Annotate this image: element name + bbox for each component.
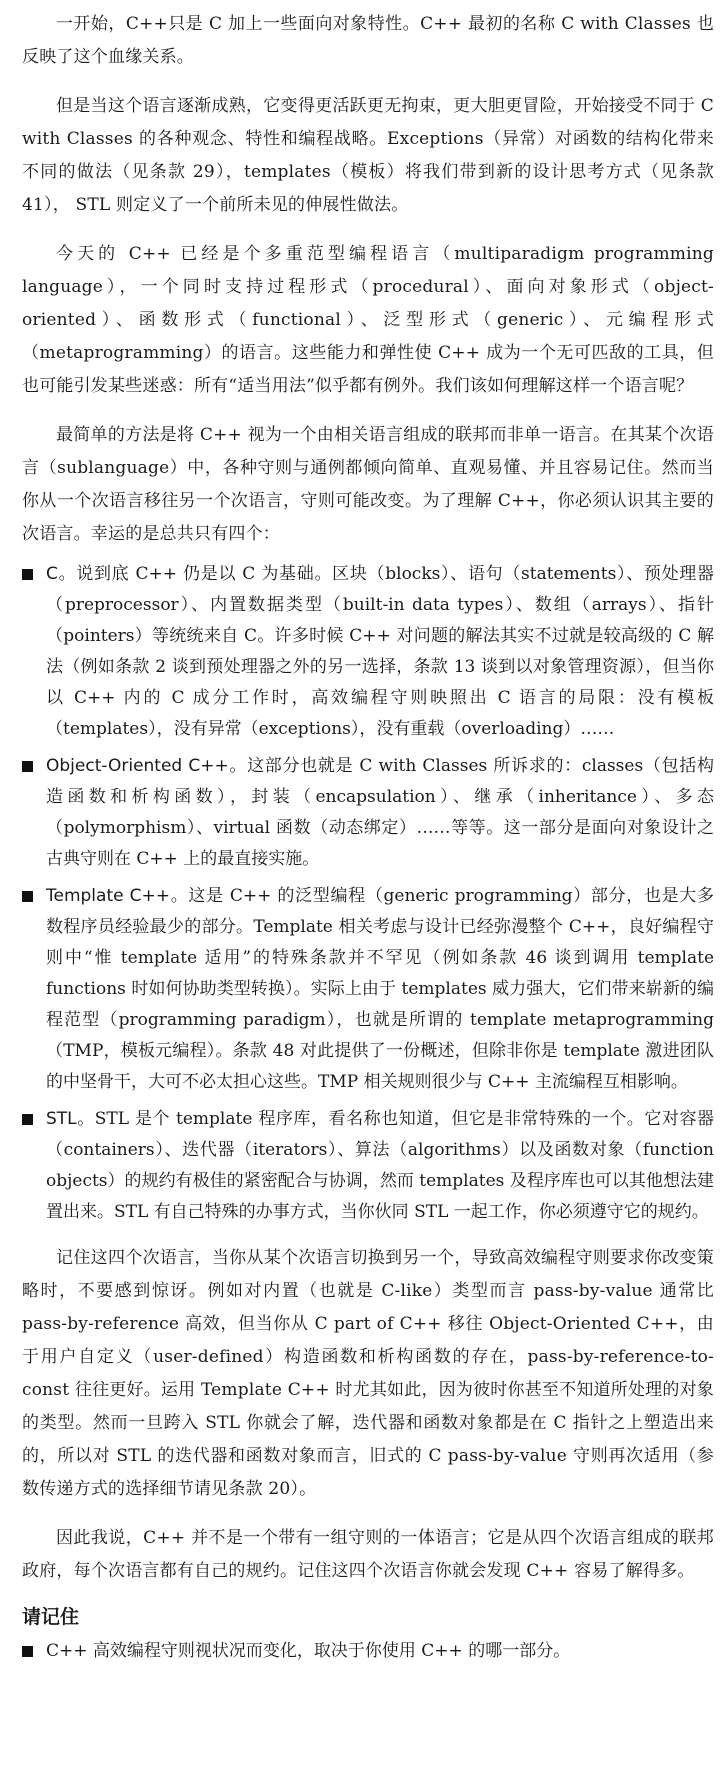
paragraph-maturity: 但是当这个语言逐渐成熟，它变得更活跃更无拘束，更大胆更冒险，开始接受不同于 C with Classes 的各种观念、特性和编程战略。Exceptions（异常）对函数的结构化带来不同的做法（见条款 29），templates（模板）将我们带到新的设计思考方式（见条款 41）， STL 则定义了一个前所未见的伸展性做法。: [22, 96, 714, 215]
list-item-term: Template C++: [46, 886, 171, 906]
list-item-text: 。这是 C++ 的泛型编程（generic programming）部分，也是大多数程序员经验最少的部分。Template 相关考虑与设计已经弥漫整个 C++，良好编程守则中“惟 template 适用”的特殊条款并不罕见（例如条款 46 谈到调用 template functions 时如何协助类型转换）。实际上由于 templates 威力强大，它们带来崭新的编程范型（programming paradigm），也就是所谓的 template metaprogramming（TMP，模板元编程）。条款 48 对此提供了一份概述，但除非你是 template 激进团队的中坚骨干，大可不必太担心这些。TMP 相关规则很少与 C++ 主流编程互相影响。: [46, 886, 714, 1092]
list-item-term: Object-Oriented C++: [46, 756, 229, 776]
square-bullet-icon: [22, 891, 33, 902]
list-item-text: 。STL 是个 template 程序库，看名称也知道，但它是非常特殊的一个。它对容器（containers）、迭代器（iterators）、算法（algorithms）以及函数对象（function objects）的规约有极佳的紧密配合与协调，然而 templates 及程序库也可以其他想法建置出来。STL 有自己特殊的办事方式，当你伙同 STL 一起工作，你必须遵守它的规约。: [46, 1109, 714, 1222]
square-bullet-icon: [22, 1114, 33, 1125]
paragraph-federation: 最简单的方法是将 C++ 视为一个由相关语言组成的联邦而非单一语言。在其某个次语言（sublanguage）中，各种守则与通例都倾向简单、直观易懂、并且容易记住。然而当你从一个次语言移往另一个次语言，守则可能改变。为了理解 C++，你必须认识其主要的次语言。幸运的是总共只有四个：: [22, 425, 714, 544]
list-item-template: [22, 881, 714, 1098]
list-item-text: 。这部分也就是 C with Classes 所诉求的：classes（包括构造函数和析构函数），封装（encapsulation）、继承（inheritance）、多态（polymorphism）、virtual 函数（动态绑定）……等等。这一部分是面向对象设计之古典守则在 C++ 上的最直接实施。: [46, 756, 714, 869]
square-bullet-icon: [22, 569, 33, 580]
remember-item: [22, 1636, 714, 1667]
paragraph-conclusion: 因此我说，C++ 并不是一个带有一组守则的一体语言；它是从四个次语言组成的联邦政府，每个次语言都有自己的规约。记住这四个次语言你就会发现 C++ 容易了解得多。: [22, 1528, 714, 1581]
remember-item-text: C++ 高效编程守则视状况而变化，取决于你使用 C++ 的哪一部分。: [46, 1641, 571, 1661]
square-bullet-icon: [22, 761, 33, 772]
list-item-term: STL: [46, 1109, 77, 1129]
list-item-stl: [22, 1104, 714, 1228]
square-bullet-icon: [22, 1646, 33, 1657]
paragraph-switching: 记住这四个次语言，当你从某个次语言切换到另一个，导致高效编程守则要求你改变策略时，不要感到惊讶。例如对内置（也就是 C-like）类型而言 pass-by-value 通常比 pass-by-reference 高效，但当你从 C part of C++ 移往 Object-Oriented C++，由于用户自定义（user-defined）构造函数和析构函数的存在，pass-by-reference-to-const 往往更好。运用 Template C++ 时尤其如此，因为彼时你甚至不知道所处理的对象的类型。然而一旦跨入 STL 你就会了解，迭代器和函数对象都是在 C 指针之上塑造出来的，所以对 STL 的迭代器和函数对象而言，旧式的 C pass-by-value 守则再次适用（参数传递方式的选择细节请见条款 20）。: [22, 1248, 714, 1499]
remember-heading: 请记住: [22, 1606, 80, 1628]
list-item-object-oriented: [22, 751, 714, 875]
list-item-term: C: [46, 564, 58, 584]
paragraph-origin: 一开始，C++只是 C 加上一些面向对象特性。C++ 最初的名称 C with Classes 也反映了这个血缘关系。: [22, 14, 714, 67]
list-item-c: [22, 559, 714, 745]
list-item-text: 。说到底 C++ 仍是以 C 为基础。区块（blocks）、语句（statements）、预处理器（preprocessor）、内置数据类型（built-in data types）、数组（arrays）、指针（pointers）等统统来自 C。许多时候 C++ 对问题的解法其实不过就是较高级的 C 解法（例如条款 2 谈到预处理器之外的另一选择，条款 13 谈到以对象管理资源），但当你以 C++ 内的 C 成分工作时，高效编程守则映照出 C 语言的局限：没有模板（templates），没有异常（exceptions），没有重载（overloading）……: [46, 564, 714, 739]
paragraph-multiparadigm: 今天的 C++ 已经是个多重范型编程语言（multiparadigm programming language），一个同时支持过程形式（procedural）、面向对象形式（object-oriented）、函数形式（functional）、泛型形式（generic）、元编程形式（metaprogramming）的语言。这些能力和弹性使 C++ 成为一个无可匹敌的工具，但也可能引发某些迷惑：所有“适当用法”似乎都有例外。我们该如何理解这样一个语言呢？: [22, 244, 714, 396]
sublanguage-list: [22, 559, 714, 1228]
